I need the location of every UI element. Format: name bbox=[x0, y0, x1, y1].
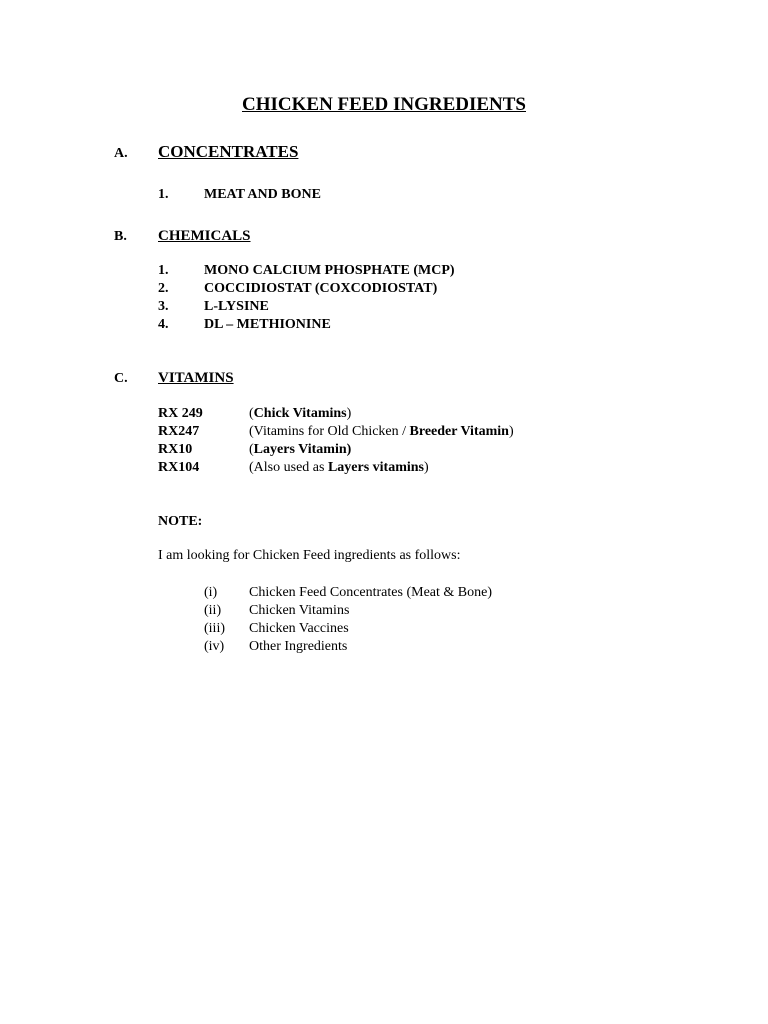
note-item-number: (iii) bbox=[204, 621, 225, 636]
note-label: NOTE: bbox=[158, 514, 203, 529]
section-a-item-text: MEAT AND BONE bbox=[204, 187, 321, 202]
note-item-number: (i) bbox=[204, 585, 218, 600]
section-a-item-number: 1. bbox=[158, 187, 169, 202]
vitamin-code: RX10 bbox=[158, 442, 193, 457]
note-item-text: Chicken Feed Concentrates (Meat & Bone) bbox=[249, 585, 492, 600]
section-b-item-number: 3. bbox=[158, 299, 169, 314]
note-item-text: Chicken Vitamins bbox=[249, 603, 350, 618]
section-a-letter: A. bbox=[114, 146, 128, 161]
section-b-item-text: MONO CALCIUM PHOSPHATE (MCP) bbox=[204, 263, 455, 278]
note-item-number: (iv) bbox=[204, 639, 225, 654]
vitamin-description: (Chick Vitamins) bbox=[249, 406, 352, 421]
section-b-heading: CHEMICALS bbox=[158, 228, 251, 244]
section-b-item-number: 1. bbox=[158, 263, 169, 278]
section-b-letter: B. bbox=[114, 229, 127, 244]
vitamin-description: (Layers Vitamin) bbox=[249, 442, 352, 457]
vitamin-description: (Vitamins for Old Chicken / Breeder Vitamin) bbox=[249, 424, 514, 439]
note-item-number: (ii) bbox=[204, 603, 222, 618]
section-c-letter: C. bbox=[114, 371, 128, 386]
note-item-text: Other Ingredients bbox=[249, 639, 348, 654]
vitamin-code: RX104 bbox=[158, 460, 200, 475]
section-a-heading: CONCENTRATES bbox=[158, 142, 299, 161]
section-b-item-number: 4. bbox=[158, 317, 169, 332]
vitamin-description: (Also used as Layers vitamins) bbox=[249, 460, 429, 475]
section-b-item-number: 2. bbox=[158, 281, 169, 296]
section-b-item-text: DL – METHIONINE bbox=[204, 317, 331, 332]
document-title: CHICKEN FEED INGREDIENTS bbox=[242, 94, 526, 115]
note-intro: I am looking for Chicken Feed ingredients as follows: bbox=[158, 548, 461, 563]
vitamin-code: RX 249 bbox=[158, 406, 203, 421]
section-b-item-text: COCCIDIOSTAT (COXCODIOSTAT) bbox=[204, 281, 438, 296]
section-b-item-text: L-LYSINE bbox=[204, 299, 269, 314]
section-c-heading: VITAMINS bbox=[158, 370, 234, 386]
vitamin-code: RX247 bbox=[158, 424, 200, 439]
note-item-text: Chicken Vaccines bbox=[249, 621, 349, 636]
